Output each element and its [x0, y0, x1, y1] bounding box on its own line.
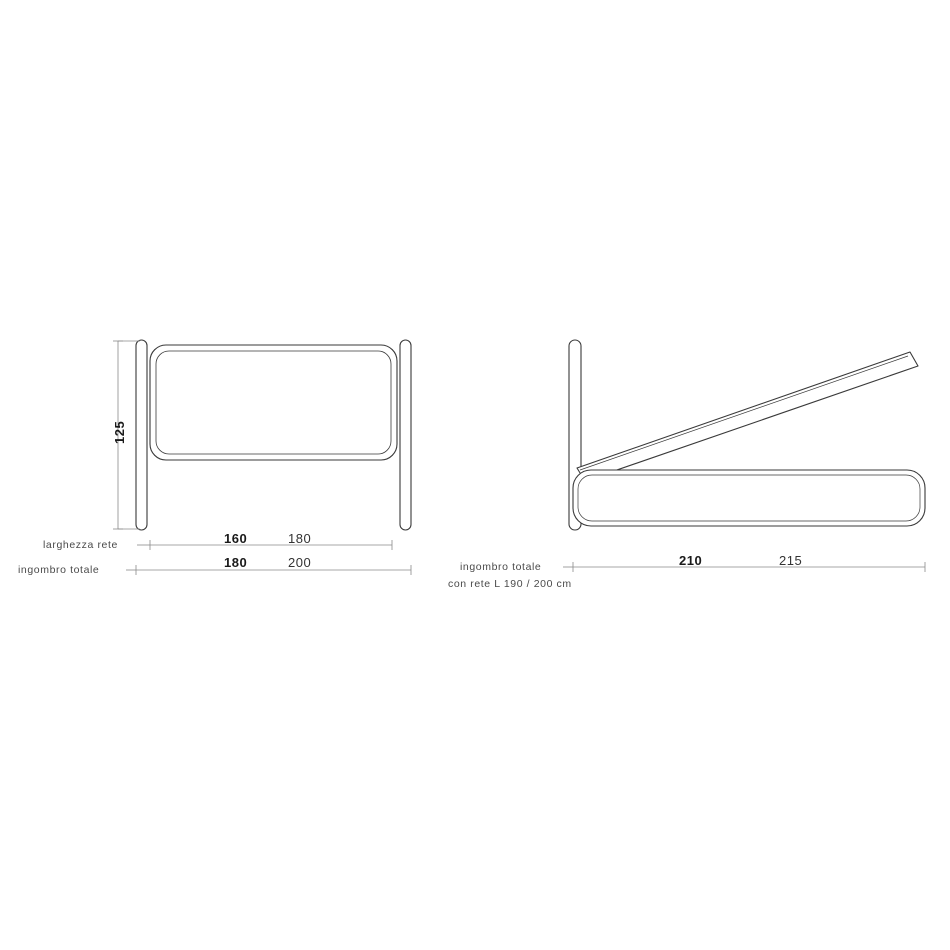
mattress-width-primary: 160	[224, 531, 248, 546]
overall-width-primary: 180	[224, 555, 248, 570]
front-right-upright	[400, 340, 411, 530]
overall-width-caption: ingombro totale	[18, 564, 100, 576]
mattress-width-caption: larghezza rete	[43, 539, 118, 551]
overall-depth-primary: 210	[679, 553, 703, 568]
side-view-dimensions	[563, 562, 925, 572]
mattress-width-secondary: 180	[288, 531, 312, 546]
side-bed-box-inner	[578, 475, 920, 521]
side-view-group	[569, 340, 925, 530]
overall-depth-secondary: 215	[779, 553, 803, 568]
side-lifted-base	[577, 352, 918, 481]
front-height-value: 125	[112, 420, 127, 444]
overall-width-secondary: 200	[288, 555, 312, 570]
front-view-group	[136, 340, 411, 530]
front-headboard-inner	[156, 351, 391, 454]
overall-depth-caption-line1: ingombro totale	[460, 561, 542, 573]
overall-depth-caption-line2: con rete L 190 / 200 cm	[448, 578, 572, 590]
front-left-upright	[136, 340, 147, 530]
